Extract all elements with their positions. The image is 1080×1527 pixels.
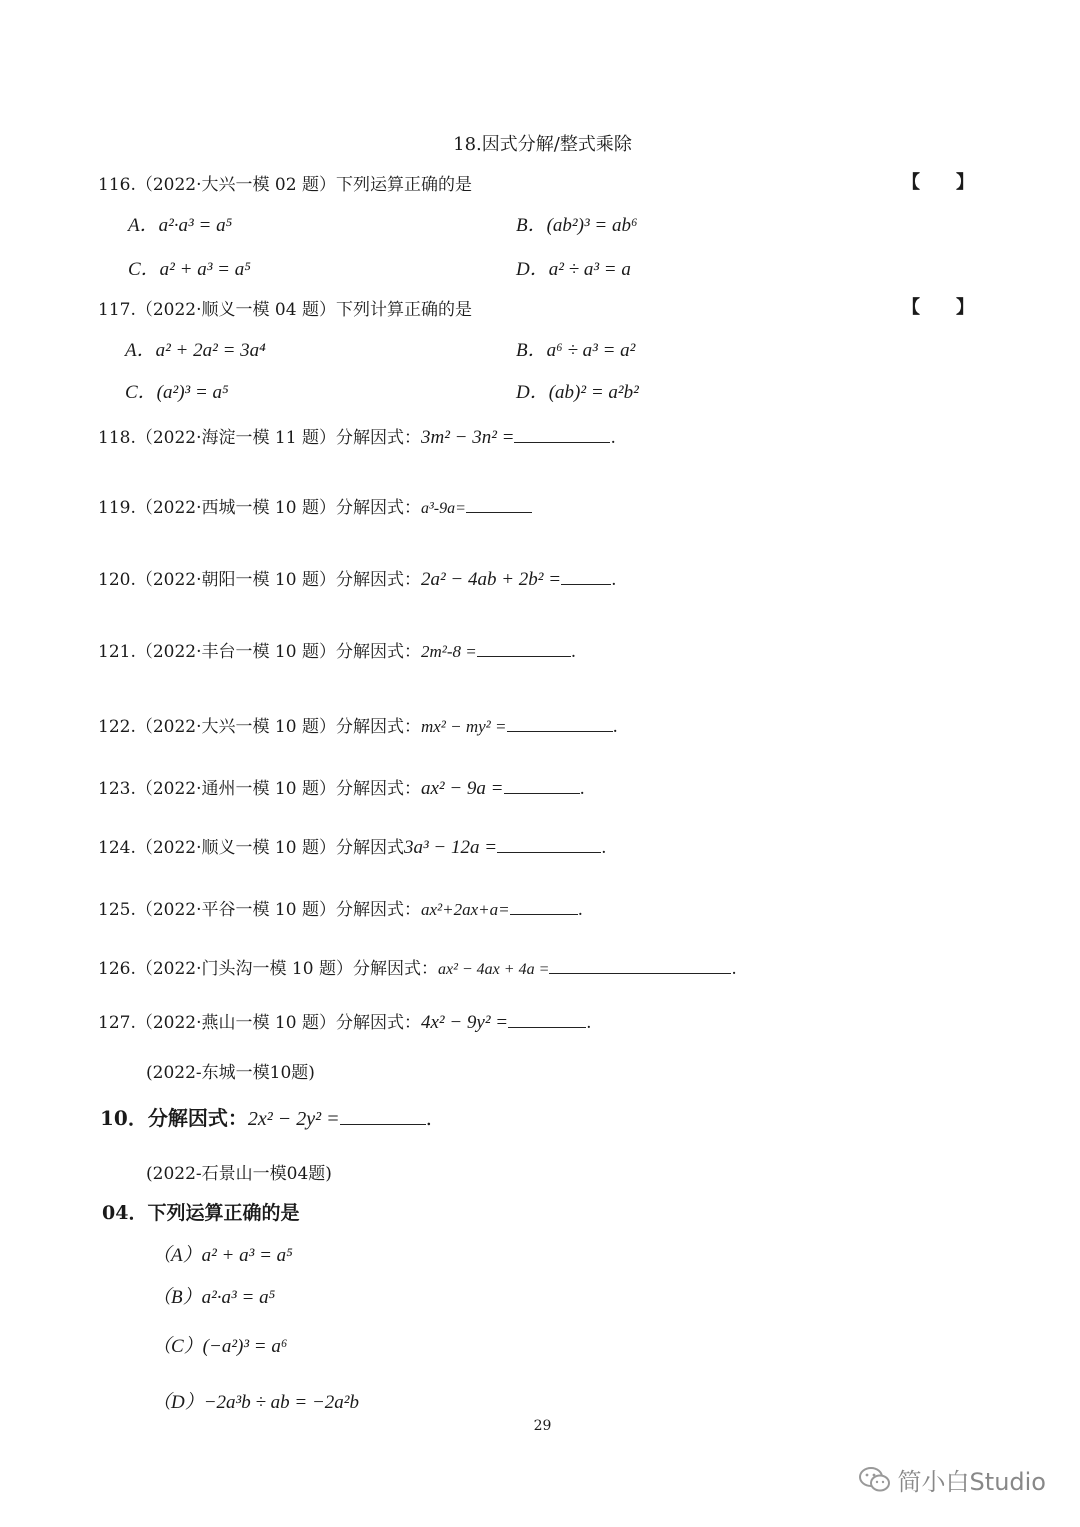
answer-blank-118[interactable] [514, 424, 610, 443]
question-119 [98, 493, 532, 518]
shijingshan-option-d: （D）−2a³b ÷ ab = −2a²b [152, 1392, 360, 1413]
question-123 [98, 774, 585, 800]
period: . [425, 1106, 432, 1130]
question-127-stem: 127.（2022·燕山一模 10 题）分解因式： [98, 1013, 421, 1033]
question-123-stem: 123.（2022·通州一模 10 题）分解因式： [98, 779, 421, 799]
period: . [570, 642, 577, 662]
answer-bracket-116: 【 】 [902, 172, 974, 193]
dongcheng-source: (2022-东城一模10题) [146, 1063, 315, 1083]
shijingshan-stem: 04．下列运算正确的是 [102, 1202, 300, 1224]
watermark [858, 1462, 1046, 1497]
option-116-b: B．(ab²)³ = ab⁶ [516, 215, 638, 236]
shijingshan-option-a: （A）a² + a³ = a⁵ [152, 1245, 293, 1266]
answer-blank-121[interactable] [477, 638, 571, 657]
question-126-expr: ax² − 4ax + 4a = [437, 961, 550, 978]
question-116-stem: 116.（2022·大兴一模 02 题）下列运算正确的是 [98, 175, 472, 195]
page-number: 29 [533, 1418, 552, 1434]
question-124-stem: 124.（2022·顺义一模 10 题）分解因式 [98, 838, 404, 858]
question-122-stem: 122.（2022·大兴一模 10 题）分解因式： [98, 717, 421, 737]
answer-blank-124[interactable] [497, 834, 601, 853]
question-117-stem: 117.（2022·顺义一模 04 题）下列计算正确的是 [98, 300, 472, 320]
period: . [612, 717, 618, 737]
question-125 [98, 895, 583, 920]
answer-blank-126[interactable] [549, 955, 731, 974]
question-123-expr: ax² − 9a = [420, 778, 504, 799]
question-121-expr: 2m²-8 = [420, 642, 477, 661]
option-117-c: C．(a²)³ = a⁵ [125, 382, 229, 403]
answer-blank-125[interactable] [510, 896, 578, 915]
option-117-a: A．a² + 2a² = 3a⁴ [125, 340, 266, 361]
shijingshan-option-c: （C）(−a²)³ = a⁶ [152, 1336, 288, 1357]
period: . [579, 779, 585, 799]
question-127-expr: 4x² − 9y² = [420, 1012, 509, 1033]
question-118-stem: 118.（2022·海淀一模 11 题）分解因式： [98, 428, 421, 448]
shijingshan-source: (2022-石景山一模04题) [146, 1164, 332, 1184]
question-126-stem: 126.（2022·门头沟一模 10 题）分解因式： [98, 959, 438, 979]
question-120-expr: 2a² − 4ab + 2b² = [420, 569, 562, 590]
question-125-stem: 125.（2022·平谷一模 10 题）分解因式： [98, 900, 421, 920]
option-116-d: D．a² ÷ a³ = a [516, 259, 631, 280]
question-124-expr: 3a³ − 12a = [403, 837, 498, 858]
answer-blank-120[interactable] [561, 566, 611, 585]
dongcheng-expr: 2x² − 2y² = [247, 1108, 340, 1130]
question-125-expr: ax²+2ax+a= [420, 900, 510, 919]
period: . [577, 900, 583, 920]
question-118-expr: 3m² − 3n² = [420, 427, 515, 448]
question-127 [98, 1008, 592, 1034]
question-120-stem: 120.（2022·朝阳一模 10 题）分解因式： [98, 570, 421, 590]
answer-blank-dongcheng[interactable] [340, 1104, 426, 1125]
question-119-expr: a³-9a= [420, 500, 466, 517]
period: . [601, 838, 607, 858]
answer-blank-122[interactable] [507, 713, 613, 732]
period: . [731, 959, 737, 979]
question-121-stem: 121.（2022·丰台一模 10 题）分解因式： [98, 642, 421, 662]
answer-bracket-117: 【 】 [902, 297, 974, 318]
period: . [586, 1013, 592, 1033]
answer-blank-119[interactable] [466, 494, 532, 513]
period: . [611, 570, 617, 590]
question-120 [98, 565, 616, 591]
option-116-c: C．a² + a³ = a⁵ [128, 259, 251, 280]
question-119-stem: 119.（2022·西城一模 10 题）分解因式： [98, 498, 421, 518]
answer-blank-123[interactable] [504, 775, 580, 794]
period: . [610, 428, 616, 448]
question-122 [98, 712, 618, 737]
watermark-text: 简小白Studio [897, 1468, 1046, 1496]
question-124 [98, 833, 606, 859]
question-118 [98, 423, 616, 449]
option-116-a: A．a²·a³ = a⁵ [128, 215, 233, 236]
question-122-expr: mx² − my² = [420, 717, 507, 736]
option-117-b: B．a⁶ ÷ a³ = a² [516, 340, 636, 361]
dongcheng-stem: 10．分解因式： [100, 1106, 248, 1130]
option-117-d: D．(ab)² = a²b² [516, 382, 639, 403]
shijingshan-option-b: （B）a²·a³ = a⁵ [152, 1287, 276, 1308]
page-title: 18.因式分解/整式乘除 [453, 134, 632, 155]
answer-blank-127[interactable] [508, 1009, 586, 1028]
question-121 [98, 637, 576, 662]
dongcheng-question [100, 1102, 432, 1131]
wechat-icon [858, 1466, 892, 1494]
question-126 [98, 954, 737, 979]
